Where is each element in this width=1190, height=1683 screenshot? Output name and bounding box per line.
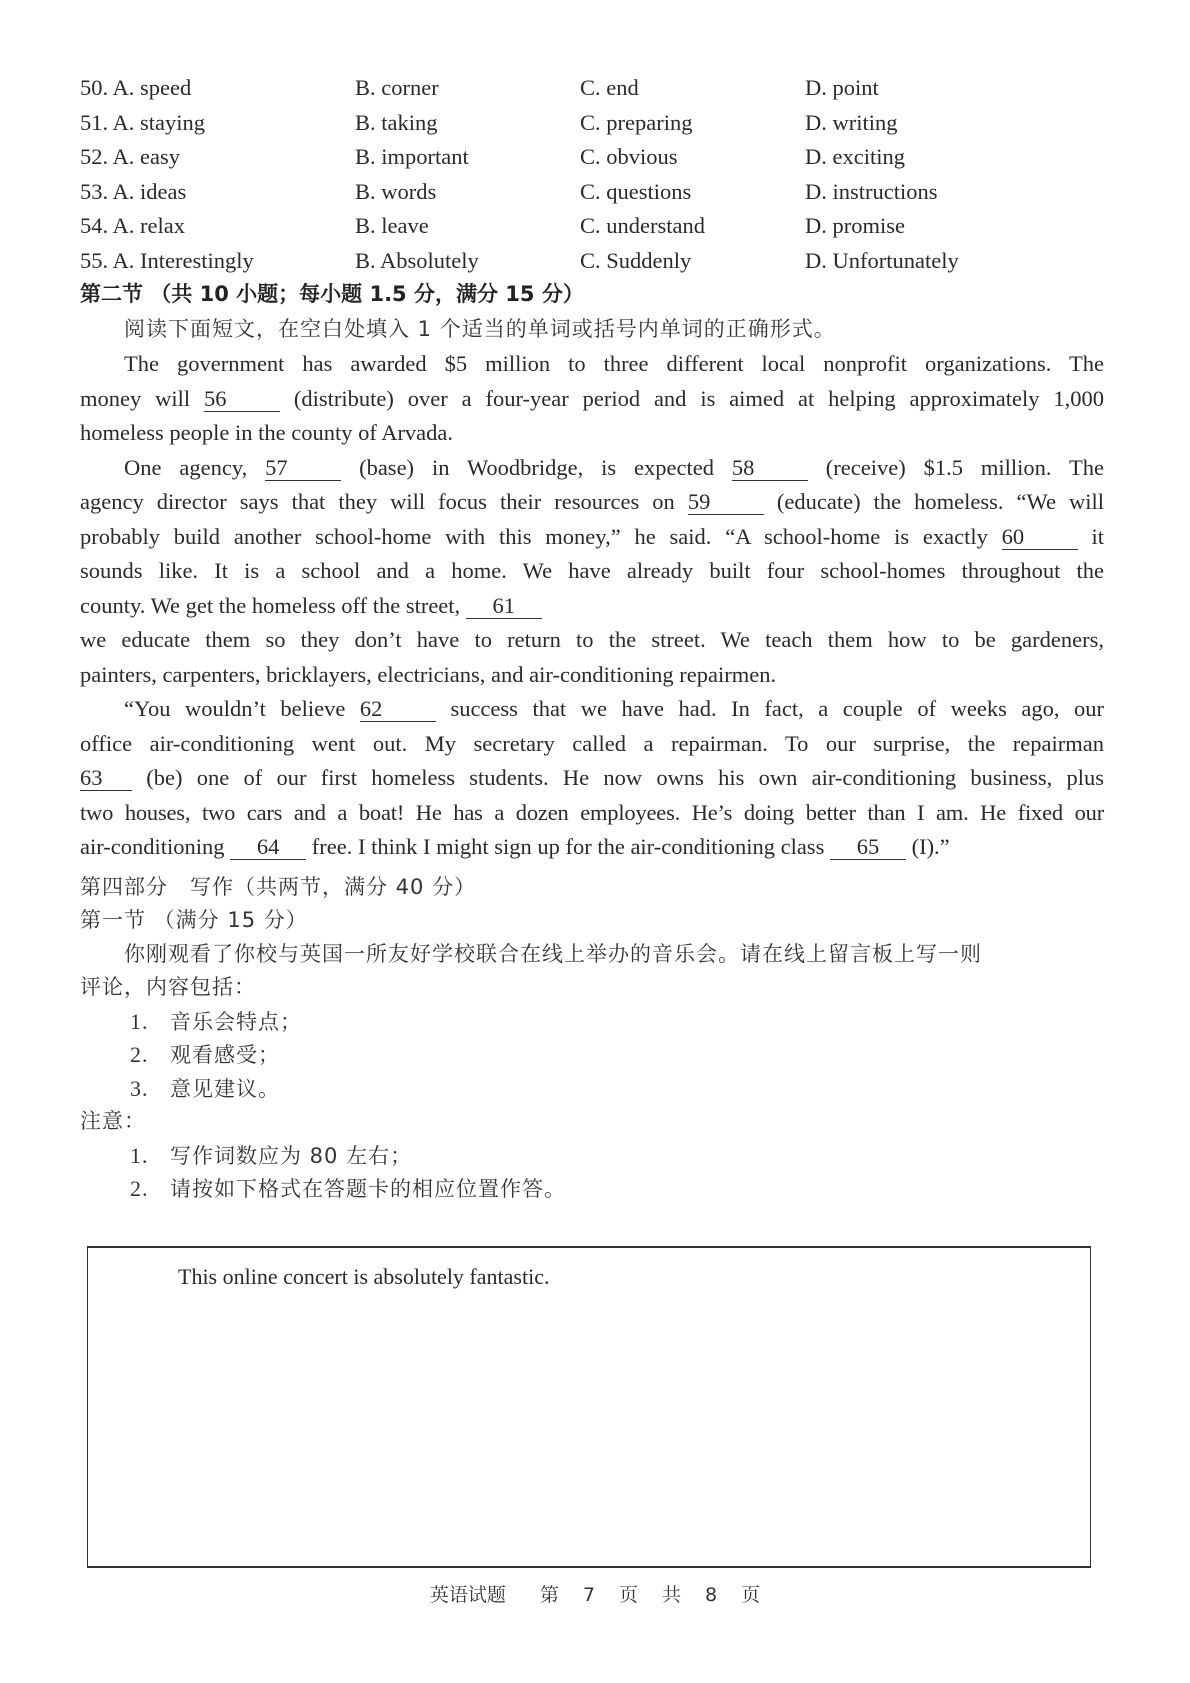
note-item [130, 1138, 412, 1173]
passage-text: free. I think I might sign up for the air-conditioning class [311, 834, 830, 859]
option-a: 54. A. relax [80, 213, 185, 238]
option-d: D. exciting [805, 144, 905, 169]
item-text: 请按如下格式在答题卡的相应位置作答。 [170, 1177, 566, 1201]
footer-page-number: 7 [582, 1584, 595, 1606]
blank-57[interactable]: 57 [265, 456, 341, 481]
option-c: C. obvious [580, 144, 678, 169]
blank-58[interactable]: 58 [732, 456, 808, 481]
option-c: C. preparing [580, 109, 693, 135]
passage-line: we educate them so they don’t have to return to the street. We teach them how to be gardeners, [80, 627, 1104, 652]
option-b: B. corner [355, 75, 439, 100]
answer-box-start-text: This online concert is absolutely fantastic. [178, 1264, 550, 1289]
footer-di: 第 [539, 1584, 559, 1606]
option-row [80, 208, 1104, 243]
passage-text: “You wouldn’t believe [124, 696, 360, 721]
item-number: 1. [130, 1008, 149, 1034]
option-c: C. end [580, 75, 639, 100]
passage-line [80, 691, 1104, 726]
blank-62[interactable]: 62 [360, 697, 436, 722]
item-number: 2. [130, 1176, 149, 1201]
passage-line [80, 450, 1104, 485]
passage-text: (receive) $1.5 million. The [825, 454, 1105, 480]
footer-ye: 页 [618, 1584, 638, 1606]
option-b: B. Absolutely [355, 247, 479, 273]
option-b: B. taking [355, 109, 438, 135]
passage-text: (I).” [911, 834, 950, 859]
footer-ye: 页 [741, 1584, 761, 1606]
option-d: D. promise [805, 213, 905, 238]
blank-65[interactable]: 65 [830, 835, 906, 860]
passage-text: money will [80, 385, 204, 411]
option-row [80, 105, 1104, 140]
item-number: 1. [130, 1142, 149, 1168]
item-number: 2. [130, 1042, 149, 1067]
passage-line: The government has awarded $5 million to three different local nonprofit organizations. The [124, 351, 1104, 376]
passage-line [80, 588, 1104, 623]
option-c: C. understand [580, 213, 705, 238]
passage-line: homeless people in the county of Arvada. [80, 420, 454, 445]
passage-text: success that we have had. In fact, a couple of weeks ago, our [450, 696, 1104, 721]
blank-60[interactable]: 60 [1002, 525, 1078, 550]
option-row [80, 139, 1104, 174]
option-c: C. questions [580, 178, 692, 204]
passage-line [80, 519, 1104, 554]
blank-56[interactable]: 56 [204, 387, 280, 412]
passage-text: probably build another school-home with this money,” he said. “A school-home is exactly [80, 523, 1002, 549]
passage-text: agency director says that they will focus their resources on [80, 489, 688, 514]
footer-total-pages: 8 [705, 1584, 718, 1606]
item-text: 写作词数应为 80 左右； [170, 1143, 413, 1168]
passage-text: county. We get the homeless off the street, [80, 592, 466, 618]
blank-61[interactable]: 61 [466, 594, 542, 619]
passage-line: sounds like. It is a school and a home. We have already built four school-homes throughout the [80, 558, 1104, 583]
option-d: D. instructions [805, 178, 938, 204]
writing-prompt: 评论，内容包括： [80, 975, 256, 999]
section-heading: 第二节 （共 10 小题；每小题 1.5 分，满分 15 分） [80, 282, 584, 306]
passage-line [80, 381, 1104, 416]
passage-line [80, 760, 1104, 795]
blank-59[interactable]: 59 [688, 490, 764, 515]
footer-subject: 英语试题 [429, 1584, 506, 1606]
content-item [130, 1004, 302, 1039]
option-a: 51. A. staying [80, 109, 206, 135]
part-heading: 第四部分 写作（共两节，满分 40 分） [80, 875, 477, 899]
footer-gong: 共 [662, 1584, 682, 1606]
item-text: 观看感受； [170, 1043, 280, 1067]
option-a: 50. A. speed [80, 75, 192, 100]
passage-line: office air-conditioning went out. My secretary called a repairman. To our surprise, the repairman [80, 730, 1104, 756]
passage-text: (distribute) over a four-year period and is aimed at helping approximately 1,000 [293, 385, 1104, 411]
option-row [80, 174, 1104, 209]
passage-text: One agency, [124, 454, 266, 480]
option-row [80, 70, 1104, 105]
notes-label: 注意： [80, 1109, 146, 1133]
option-row [80, 243, 1104, 278]
option-a: 52. A. easy [80, 144, 180, 169]
passage-text: (be) one of our first homeless students. He now owns his own air-conditioning business, plus [146, 765, 1105, 790]
option-b: B. words [355, 178, 437, 204]
blank-64[interactable]: 64 [230, 835, 306, 860]
answer-box[interactable] [87, 1246, 1091, 1568]
option-a: 55. A. Interestingly [80, 247, 254, 273]
passage-line [80, 829, 1104, 864]
option-d: D. writing [805, 109, 898, 135]
passage-text: air-conditioning [80, 834, 231, 859]
option-d: D. Unfortunately [805, 247, 959, 273]
passage-text: it [1091, 523, 1104, 549]
option-b: B. leave [355, 213, 429, 238]
passage-text: (educate) the homeless. “We will [776, 489, 1105, 514]
option-b: B. important [355, 144, 469, 169]
option-c: C. Suddenly [580, 247, 692, 273]
content-item [130, 1071, 280, 1106]
passage-line: painters, carpenters, bricklayers, electricians, and air-conditioning repairmen. [80, 661, 777, 687]
option-d: D. point [805, 75, 879, 100]
writing-prompt: 你刚观看了你校与英国一所友好学校联合在线上举办的音乐会。请在线上留言板上写一则 [124, 941, 982, 966]
blank-63[interactable]: 63 [80, 766, 132, 791]
passage-text: (base) in Woodbridge, is expected [359, 454, 732, 480]
item-number: 3. [130, 1075, 149, 1101]
item-text: 意见建议。 [170, 1076, 280, 1101]
content-item [130, 1037, 280, 1072]
passage-line: two houses, two cars and a boat! He has a dozen employees. He’s doing better than I am. He fixed our [80, 799, 1104, 825]
page-footer [0, 1580, 1190, 1607]
section-instruction: 阅读下面短文，在空白处填入 1 个适当的单词或括号内单词的正确形式。 [124, 316, 836, 341]
passage-line [80, 484, 1104, 519]
note-item [130, 1171, 566, 1206]
option-a: 53. A. ideas [80, 178, 187, 204]
section-heading: 第一节 （满分 15 分） [80, 908, 308, 932]
item-text: 音乐会特点； [170, 1009, 302, 1034]
